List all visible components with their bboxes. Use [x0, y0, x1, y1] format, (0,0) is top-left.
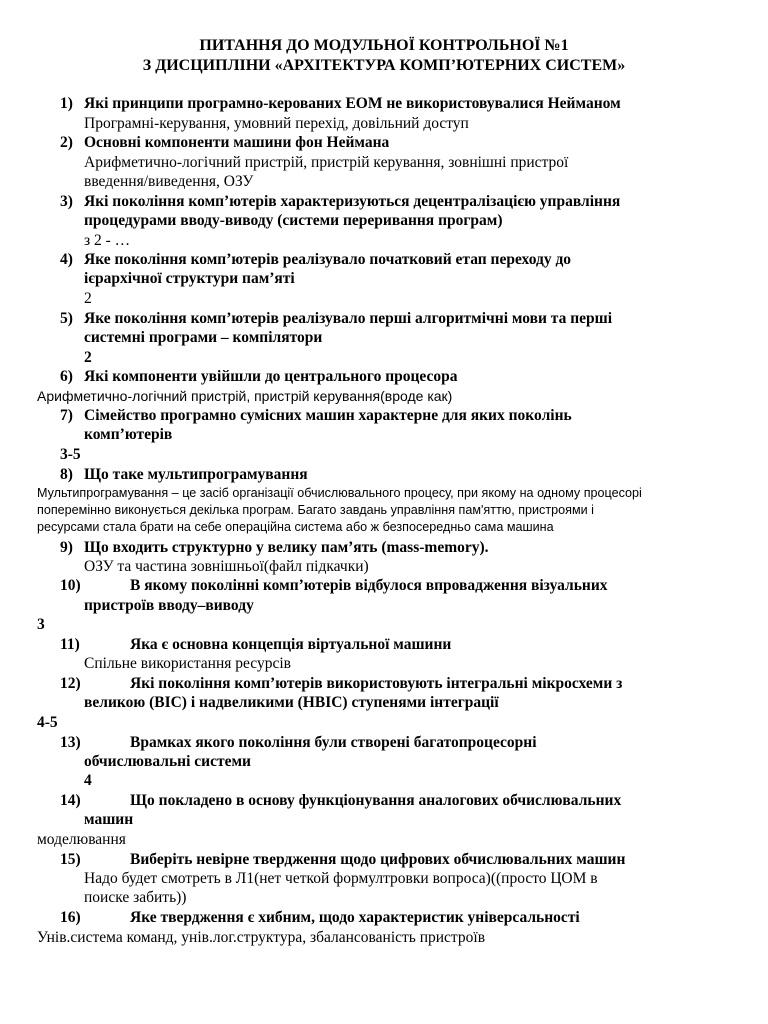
question-text: Які покоління комп’ютерів використовують інтегральні мікросхеми з	[130, 675, 623, 692]
question-text: Які принципи програмно-керованих ЕОМ не використовувалися Нейманом	[84, 95, 621, 112]
question-text: Що таке мультипрограмування	[84, 466, 308, 483]
question-number: 9)	[60, 539, 73, 556]
question-text: Основні компоненти машини фон Неймана	[84, 134, 390, 151]
answer-text: моделювання	[37, 831, 126, 848]
answer-text: поиске забить))	[84, 889, 187, 906]
question-number: 5)	[60, 310, 73, 327]
question-text: обчислювальні системи	[84, 753, 251, 770]
question-text: Яке покоління комп’ютерів реалізувало початковий етап переходу до	[84, 251, 572, 268]
question-number: 3)	[60, 193, 73, 210]
title-line-2: З ДИСЦИПЛІНИ «АРХІТЕКТУРА КОМП’ЮТЕРНИХ СИСТЕМ»	[142, 57, 626, 74]
question-text: Яке твердження є хибним, щодо характеристик універсальності	[130, 909, 580, 926]
answer-text: 4	[84, 772, 92, 789]
question-text: ієрархічної структури пам’яті	[84, 270, 295, 287]
question-text: системні програми – компілятори	[84, 329, 323, 346]
question-text: Які компоненти увійшли до центрального процесора	[84, 368, 458, 385]
question-number: 11)	[60, 636, 80, 653]
title-line-1: ПИТАННЯ ДО МОДУЛЬНОЇ КОНТРОЛЬНОЇ №1	[199, 37, 569, 54]
question-number: 2)	[60, 134, 73, 151]
question-text: Виберіть невірне твердження щодо цифрових обчислювальних машин	[130, 851, 626, 868]
answer-text: з 2 - …	[84, 232, 131, 249]
answer-text: Мультипрограмування – це засіб організації обчислювального процесу, при якому на одному процесорі	[37, 486, 642, 500]
answer-text: Надо будет смотреть в Л1(нет четкой формултровки вопроса)((просто ЦОМ в	[84, 870, 598, 887]
answer-text: 2	[84, 349, 92, 366]
answer-text: Унів.система команд, унів.лог.структура, збалансованість пристроїв	[37, 929, 486, 946]
question-number: 7)	[60, 407, 73, 424]
answer-text: ОЗУ та частина зовнішньої(файл підкачки)	[84, 558, 369, 575]
question-text: процедурами вводу-виводу (системи переривання програм)	[84, 212, 503, 229]
answer-text: введення/виведення, ОЗУ	[84, 173, 254, 190]
question-text: Що покладено в основу функціонування аналогових обчислювальних	[130, 792, 622, 809]
question-text: Що входить структурно у велику пам’ять (mass-memory).	[84, 539, 489, 556]
answer-text: поперемінно виконується декілька програм. Багато завдань управління пам'яттю, пристроями і	[37, 503, 594, 517]
answer-text: 3	[37, 616, 45, 633]
question-number: 6)	[60, 368, 73, 385]
question-number: 4)	[60, 251, 73, 268]
question-number: 8)	[60, 466, 73, 483]
question-text: Сімейство програмно сумісних машин характерне для яких поколінь	[84, 407, 572, 424]
answer-text: 2	[84, 290, 92, 307]
question-text: пристроїв вводу–виводу	[84, 597, 254, 614]
answer-text: ресурсами стала брати на себе операційна система або ж безпосередньо сама машина	[37, 520, 554, 534]
question-number: 16)	[60, 909, 81, 926]
answer-text: Арифметично-логічний пристрій, пристрій керування(вроде как)	[37, 388, 453, 404]
answer-text: Арифметично-логічний пристрій, пристрій керування, зовнішні пристрої	[84, 154, 569, 171]
question-number: 13)	[60, 734, 81, 751]
answer-text: Програмні-керування, умовний перехід, довільний доступ	[84, 115, 469, 132]
answer-text: 4-5	[37, 714, 58, 731]
question-text: Яка є основна концепція віртуальної машини	[130, 636, 452, 653]
answer-text: Спільне використання ресурсів	[84, 655, 291, 672]
question-number: 1)	[60, 95, 73, 112]
question-text: комп’ютерів	[84, 426, 173, 443]
question-number: 14)	[60, 792, 81, 809]
answer-text: 3-5	[60, 446, 81, 463]
question-text: Які покоління комп’ютерів характеризуються децентралізацією управління	[84, 193, 621, 210]
question-text: машин	[84, 811, 134, 828]
question-text: В якому поколінні комп’ютерів відбулося впровадження візуальних	[130, 577, 608, 594]
question-text: великою (ВІС) і надвеликими (НВІС) ступенями інтеграції	[84, 694, 499, 711]
question-text: Яке покоління комп’ютерів реалізувало перші алгоритмічні мови та перші	[84, 310, 613, 327]
question-number: 15)	[60, 851, 81, 868]
question-number: 12)	[60, 675, 81, 692]
question-text: Врамках якого покоління були створені багатопроцесорні	[130, 734, 537, 751]
question-number: 10)	[60, 577, 81, 594]
